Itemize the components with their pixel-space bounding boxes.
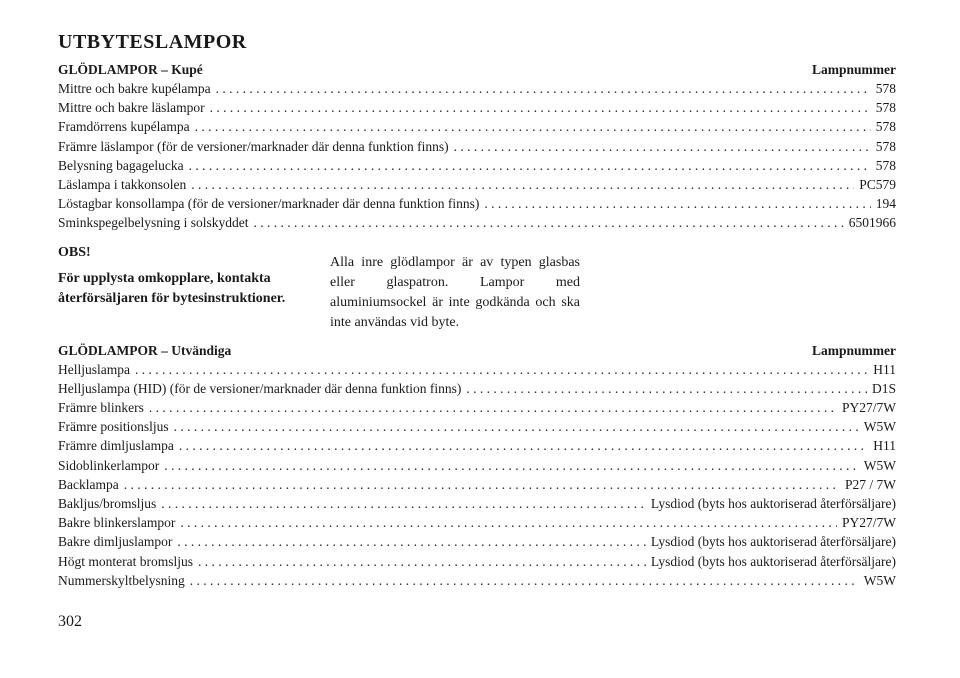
dot-leader (210, 98, 871, 117)
document-page (58, 30, 896, 590)
table-row (58, 156, 896, 175)
lamp-position: Främre läslampor (för de versioner/marknader där denna funktion finns) (58, 138, 449, 154)
dot-leader (191, 175, 854, 194)
table-row (58, 398, 896, 417)
lamp-number: 578 (875, 119, 896, 135)
lamp-number: PY27/7W (842, 515, 896, 531)
lamp-number: Lysdiod (byts hos auktoriserad återförsäljare) (650, 534, 896, 550)
lamp-number: W5W (863, 457, 896, 473)
table-row (58, 532, 896, 551)
lamp-number: H11 (873, 438, 896, 454)
table-row (58, 571, 896, 590)
exterior-section-header (58, 341, 896, 360)
table-row (58, 194, 896, 213)
lamp-number: 578 (875, 100, 896, 116)
dot-leader (149, 398, 837, 417)
dot-leader (254, 213, 844, 232)
dot-leader (177, 532, 645, 551)
notes-block (58, 243, 896, 333)
lamp-position: Framdörrens kupélampa (58, 119, 190, 135)
obs-label: OBS! (58, 244, 91, 260)
lamp-position: Backlampa (58, 476, 119, 492)
dot-leader (216, 79, 871, 98)
dot-leader (135, 360, 868, 379)
lamp-number: 194 (875, 196, 896, 212)
dot-leader (484, 194, 870, 213)
dot-leader (466, 379, 867, 398)
lamp-position: Främre dimljuslampa (58, 438, 174, 454)
table-row (58, 213, 896, 232)
dot-leader (124, 475, 840, 494)
exterior-heading: GLÖDLAMPOR – Utvändiga (58, 342, 232, 358)
lamp-position: Helljuslampa (58, 361, 130, 377)
lamp-number: W5W (863, 572, 896, 588)
table-row (58, 513, 896, 532)
lamp-position: Nummerskyltbelysning (58, 572, 185, 588)
lamp-number: 578 (875, 157, 896, 173)
lamp-number: P27 / 7W (844, 476, 896, 492)
lamp-position: Främre positionsljus (58, 419, 169, 435)
interior-column-label: Lampnummer (812, 62, 896, 77)
table-row (58, 98, 896, 117)
dot-leader (190, 571, 859, 590)
lamp-number: W5W (863, 419, 896, 435)
dot-leader (189, 156, 871, 175)
table-row (58, 436, 896, 455)
lamp-position: Bakre dimljuslampor (58, 534, 173, 550)
lamp-position: Läslampa i takkonsolen (58, 177, 187, 193)
table-row (58, 79, 896, 98)
warning-text: För upplysta omkopplare, kontakta återförsäljaren för bytesinstruktioner. (58, 270, 286, 306)
dot-leader (195, 117, 871, 136)
note-info-text: Alla inre glödlampor är av typen glasbas eller glaspatron. Lampor med aluminiumsockel är inte godkända och ska inte användas vid byte. (330, 254, 580, 330)
dot-leader (180, 513, 837, 532)
lamp-position: Belysning bagagelucka (58, 157, 184, 173)
table-row (58, 117, 896, 136)
interior-bulbs-section (58, 60, 896, 233)
interior-heading: GLÖDLAMPOR – Kupé (58, 62, 203, 77)
table-row (58, 417, 896, 436)
table-row (58, 494, 896, 513)
lamp-number: PY27/7W (842, 400, 896, 416)
lamp-position: Mittre och bakre kupélampa (58, 81, 211, 96)
exterior-bulbs-section (58, 341, 896, 590)
interior-section-header (58, 60, 896, 79)
lamp-position: Sminkspegelbelysning i solskyddet (58, 215, 249, 231)
lamp-number: 578 (875, 138, 896, 154)
lamp-number: Lysdiod (byts hos auktoriserad återförsäljare) (650, 496, 896, 512)
lamp-number: PC579 (859, 177, 896, 193)
table-row (58, 456, 896, 475)
lamp-number: 6501966 (848, 215, 896, 231)
dot-leader (164, 456, 859, 475)
lamp-position: Sidoblinkerlampor (58, 457, 160, 473)
table-row (58, 475, 896, 494)
lamp-number: H11 (873, 361, 896, 377)
dot-leader (161, 494, 646, 513)
lamp-number: Lysdiod (byts hos auktoriserad återförsäljare) (650, 553, 896, 569)
note-warning-column (58, 243, 304, 333)
lamp-position: Löstagbar konsollampa (för de versioner/marknader där denna funktion finns) (58, 196, 480, 212)
lamp-position: Mittre och bakre läslampor (58, 100, 205, 116)
exterior-column-label: Lampnummer (812, 342, 896, 358)
table-row (58, 360, 896, 379)
exterior-rows (58, 360, 896, 590)
lamp-position: Högt monterat bromsljus (58, 553, 193, 569)
page-title: UTBYTESLAMPOR (58, 31, 247, 53)
lamp-number: D1S (871, 380, 896, 396)
page-number: 302 (58, 613, 82, 630)
lamp-position: Bakre blinkerslampor (58, 515, 176, 531)
lamp-number: 578 (875, 81, 896, 96)
table-row (58, 137, 896, 156)
table-row (58, 175, 896, 194)
table-row (58, 379, 896, 398)
lamp-position: Helljuslampa (HID) (för de versioner/marknader där denna funktion finns) (58, 380, 462, 396)
table-row (58, 552, 896, 571)
lamp-position: Bakljus/bromsljus (58, 496, 157, 512)
interior-rows (58, 79, 896, 233)
dot-leader (174, 417, 859, 436)
lamp-position: Främre blinkers (58, 400, 144, 416)
dot-leader (198, 552, 646, 571)
dot-leader (454, 137, 871, 156)
dot-leader (179, 436, 868, 455)
